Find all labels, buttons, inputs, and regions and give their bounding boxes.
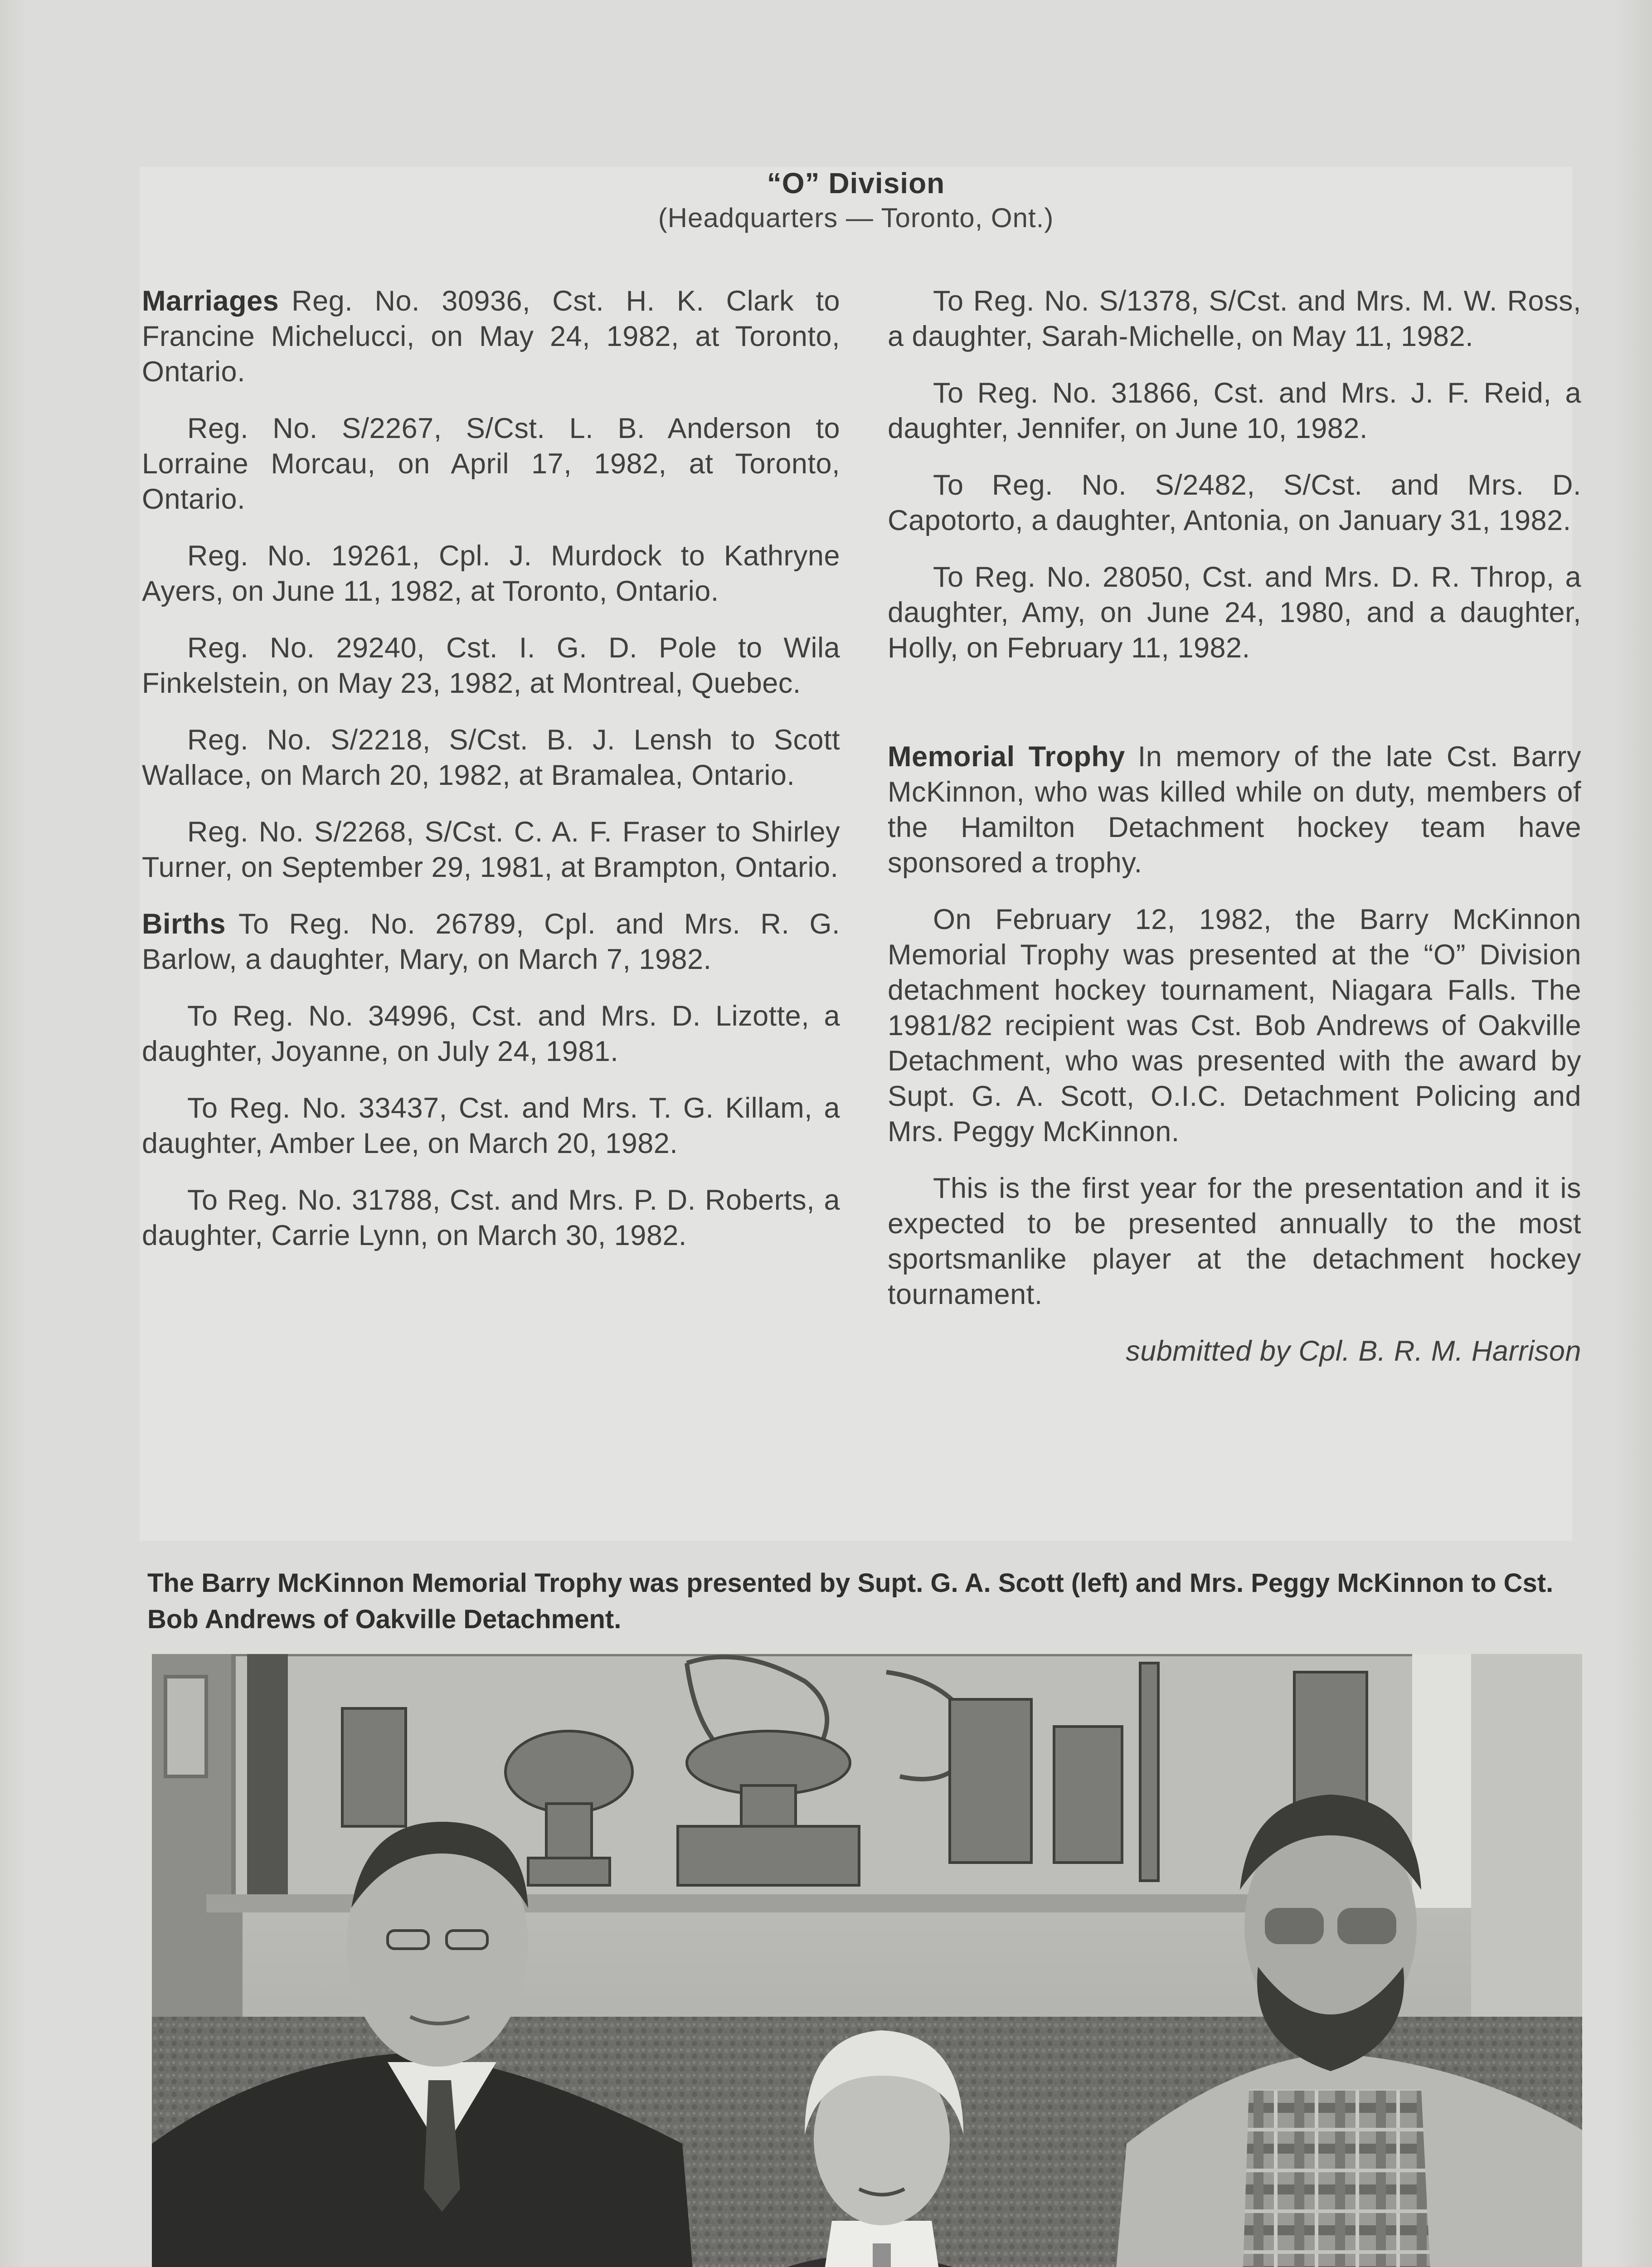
marriage-entry: [142, 283, 840, 389]
memorial-text: In memory of the late Cst. Barry McKinnon, who was killed while on duty, members of the Hamilton Detachment hockey team have sponsored a trophy.: [888, 741, 1582, 879]
birth-entry: [142, 906, 840, 977]
section-header: [140, 165, 1572, 235]
birth-entry: To Reg. No. 34996, Cst. and Mrs. D. Lizotte, a daughter, Joyanne, on July 24, 1981.: [142, 1000, 840, 1067]
birth-text: To Reg. No. 26789, Cpl. and Mrs. R. G. Barlow, a daughter, Mary, on March 7, 1982.: [142, 908, 840, 975]
right-column: [888, 283, 1581, 1390]
memorial-paragraph: [888, 739, 1581, 881]
marriage-entry: Reg. No. S/2268, S/Cst. C. A. F. Fraser to Shirley Turner, on September 29, 1981, at Brampton, Ontario.: [142, 816, 840, 883]
left-column: [142, 283, 840, 1275]
marriage-entry: Reg. No. S/2267, S/Cst. L. B. Anderson to Lorraine Morcau, on April 17, 1982, at Toronto, Ontario.: [142, 413, 840, 515]
division-subtitle: (Headquarters — Toronto, Ont.): [658, 203, 1054, 233]
birth-entry: To Reg. No. 33437, Cst. and Mrs. T. G. Killam, a daughter, Amber Lee, on March 20, 1982.: [142, 1092, 840, 1159]
birth-entry: To Reg. No. 31788, Cst. and Mrs. P. D. Roberts, a daughter, Carrie Lynn, on March 30, 1982.: [142, 1184, 840, 1251]
birth-entry: To Reg. No. 28050, Cst. and Mrs. D. R. Throp, a daughter, Amy, on June 24, 1980, and a daughter, Holly, on February 11, 1982.: [888, 561, 1581, 664]
marriage-text: Reg. No. 30936, Cst. H. K. Clark to Francine Michelucci, on May 24, 1982, at Toronto, Ontario.: [142, 285, 840, 388]
births-heading: Births: [142, 908, 226, 940]
trophy-presentation-photo: [152, 1654, 1582, 2267]
memorial-paragraph: This is the first year for the presentation and it is expected to be presented annually to the most sportsmanlike player at the detachment hockey tournament.: [888, 1172, 1581, 1310]
memorial-paragraph: On February 12, 1982, the Barry McKinnon Memorial Trophy was presented at the “O” Division detachment hockey tournament, Niagara Falls. The 1981/82 recipient was Cst. Bob Andrews of Oakville Detachment, who was presented with the award by Supt. G. A. Scott, O.I.C. Detachment Policing and Mrs. Peggy McKinnon.: [888, 904, 1581, 1148]
division-title: “O” Division: [767, 167, 945, 199]
photo-illustration: [152, 1654, 1582, 2267]
submitted-by: submitted by Cpl. B. R. M. Harrison: [1126, 1335, 1581, 1367]
birth-entry: To Reg. No. S/2482, S/Cst. and Mrs. D. Capotorto, a daughter, Antonia, on January 31, 1982.: [888, 469, 1581, 536]
marriage-entry: Reg. No. 19261, Cpl. J. Murdock to Kathryne Ayers, on June 11, 1982, at Toronto, Ontario.: [142, 540, 840, 607]
column-spacer: [888, 687, 1581, 739]
memorial-heading: Memorial Trophy: [888, 741, 1125, 773]
marriages-heading: Marriages: [142, 285, 279, 317]
marriage-entry: Reg. No. S/2218, S/Cst. B. J. Lensh to Scott Wallace, on March 20, 1982, at Bramalea, Ontario.: [142, 724, 840, 791]
photo-caption: The Barry McKinnon Memorial Trophy was presented by Supt. G. A. Scott (left) and Mrs. Peggy McKinnon to Cst. Bob Andrews of Oakville Detachment.: [147, 1568, 1554, 1634]
birth-entry: To Reg. No. S/1378, S/Cst. and Mrs. M. W. Ross, a daughter, Sarah-Michelle, on May 11, 1982.: [888, 285, 1581, 352]
marriage-entry: Reg. No. 29240, Cst. I. G. D. Pole to Wila Finkelstein, on May 23, 1982, at Montreal, Quebec.: [142, 632, 840, 699]
birth-entry: To Reg. No. 31866, Cst. and Mrs. J. F. Reid, a daughter, Jennifer, on June 10, 1982.: [888, 377, 1581, 444]
